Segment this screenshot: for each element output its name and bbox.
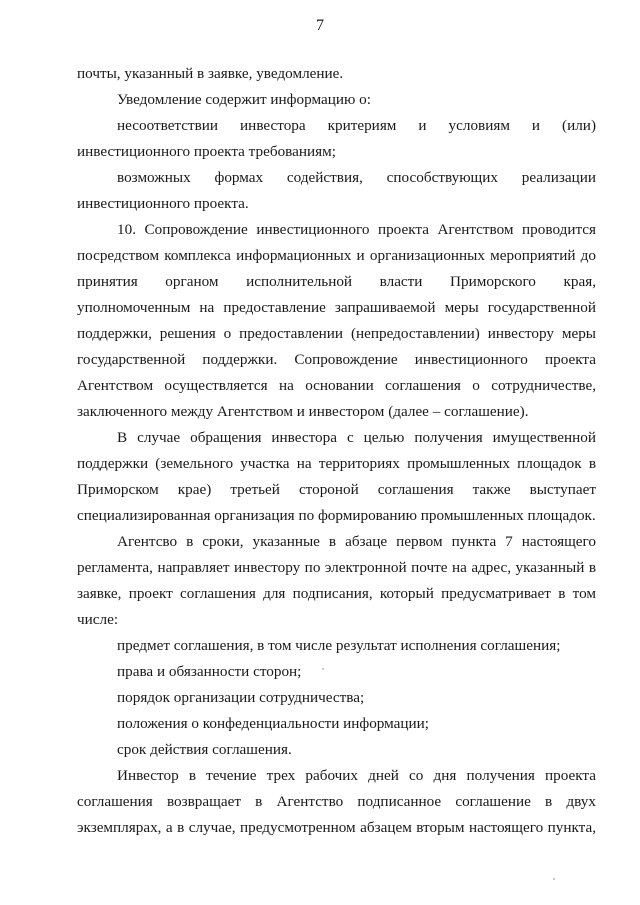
text-line: государственной поддержки. Сопровождение инвестиционного проекта bbox=[77, 351, 596, 368]
list-item: права и обязанности сторон; bbox=[117, 663, 302, 680]
text-line: Инвестор в течение трех рабочих дней со дня получения проекта bbox=[117, 767, 596, 784]
list-item: срок действия соглашения. bbox=[117, 741, 292, 758]
text-line: поддержки (земельного участка на территориях промышленных площадок в bbox=[77, 455, 596, 472]
text-line: несоответствии инвестора критериям и условиям и (или) bbox=[117, 117, 596, 134]
text-line: посредством комплекса информационных и организационных мероприятий до bbox=[77, 247, 596, 264]
text-line: 10. Сопровождение инвестиционного проекта Агентством проводится bbox=[117, 221, 596, 238]
text-line: В случае обращения инвестора с целью получения имущественной bbox=[117, 429, 596, 446]
text-line: специализированная организация по формированию промышленных площадок. bbox=[77, 507, 596, 524]
list-item: порядок организации сотрудничества; bbox=[117, 689, 365, 706]
text-line: почты, указанный в заявке, уведомление. bbox=[77, 65, 344, 82]
list-item: предмет соглашения, в том числе результат исполнения соглашения; bbox=[117, 637, 561, 654]
text-line: Приморском крае) третьей стороной соглашения также выступает bbox=[77, 481, 596, 498]
text-line: экземплярах, а в случае, предусмотренном абзацем вторым настоящего пункта, bbox=[77, 819, 596, 836]
text-line: заявке, проект соглашения для подписания, который предусматривает в том bbox=[77, 585, 596, 602]
scan-speck bbox=[322, 668, 324, 670]
text-line: Агентсво в сроки, указанные в абзаце первом пункта 7 настоящего bbox=[117, 533, 596, 550]
text-line: числе: bbox=[77, 611, 119, 628]
text-line: Уведомление содержит информацию о: bbox=[117, 91, 371, 108]
text-line: Агентством осуществляется на основании соглашения о сотрудничестве, bbox=[77, 377, 596, 394]
scan-speck bbox=[553, 878, 555, 880]
text-line: инвестиционного проекта требованиям; bbox=[77, 143, 336, 160]
list-item: положения о конфеденциальности информации; bbox=[117, 715, 430, 732]
text-line: инвестиционного проекта. bbox=[77, 195, 249, 212]
page-number: 7 bbox=[316, 17, 324, 34]
document-body bbox=[77, 61, 596, 841]
text-line: принятия органом исполнительной власти Приморского края, bbox=[77, 273, 596, 290]
text-line: поддержки, решения о предоставлении (непредоставлении) инвестору меры bbox=[77, 325, 596, 342]
text-line: уполномоченным на предоставление запрашиваемой меры государственной bbox=[77, 299, 596, 316]
text-line: возможных формах содействия, способствующих реализации bbox=[117, 169, 596, 186]
text-line: заключенного между Агентством и инвестором (далее – соглашение). bbox=[77, 403, 529, 420]
text-line: соглашения возвращает в Агентство подписанное соглашение в двух bbox=[77, 793, 596, 810]
text-line: регламента, направляет инвестору по электронной почте на адрес, указанный в bbox=[77, 559, 596, 576]
